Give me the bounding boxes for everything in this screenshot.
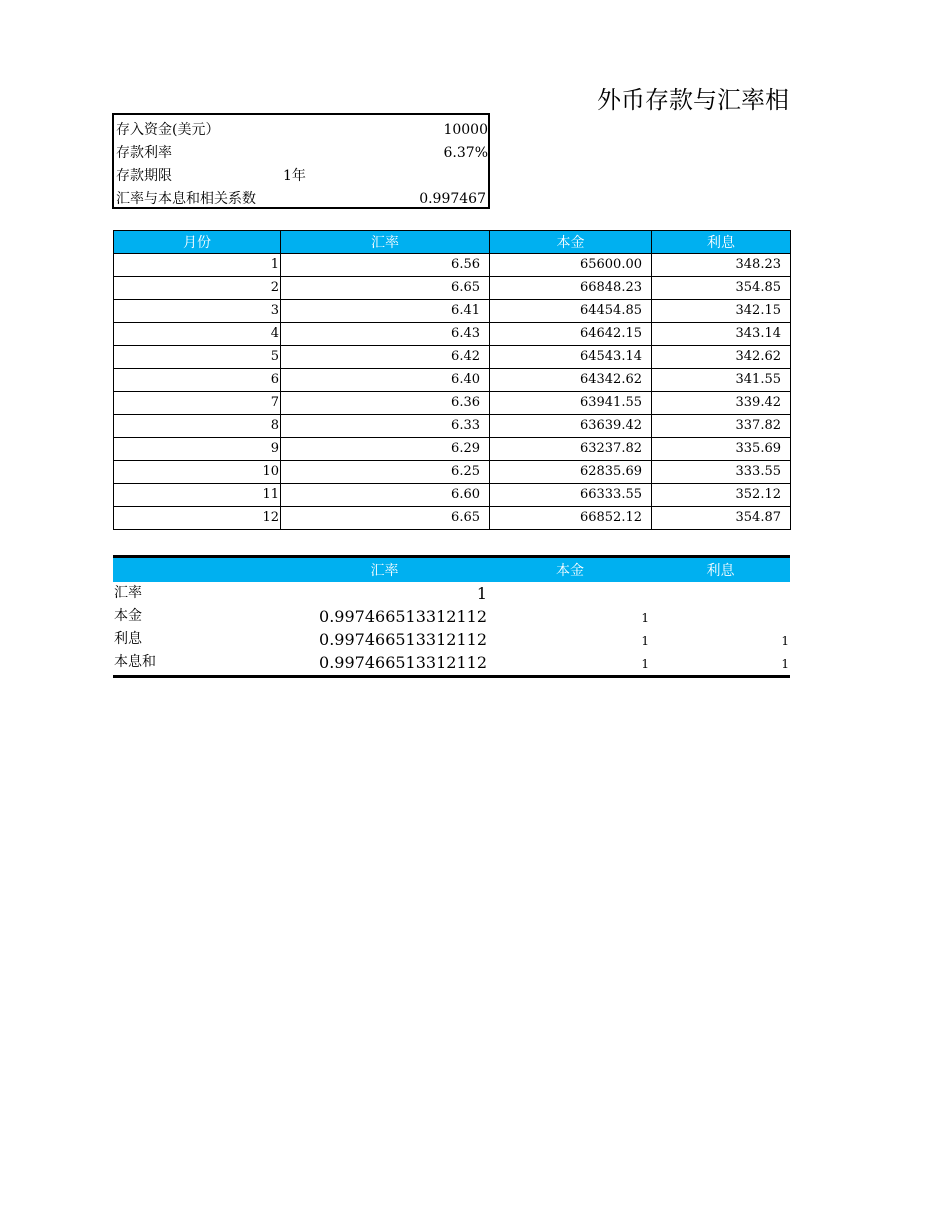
correlation-row-label: 汇率 <box>114 585 142 601</box>
rate-label: 存款利率 <box>116 145 172 161</box>
month-cell[interactable]: 6 <box>114 369 281 392</box>
correlation-value[interactable]: 0.997467 <box>419 191 486 207</box>
month-cell[interactable]: 7 <box>114 392 281 415</box>
corr-principal-cell[interactable]: 1 <box>641 611 649 625</box>
principal-cell[interactable]: 66333.55 <box>490 484 652 507</box>
principal-cell[interactable]: 64454.85 <box>490 300 652 323</box>
principal-cell[interactable]: 65600.00 <box>490 254 652 277</box>
interest-cell[interactable]: 335.69 <box>652 438 791 461</box>
term-label: 存款期限 <box>116 168 172 184</box>
correlation-row-label: 利息 <box>114 631 142 647</box>
interest-cell[interactable]: 337.82 <box>652 415 791 438</box>
exchange-rate-cell[interactable]: 6.29 <box>281 438 490 461</box>
interest-cell[interactable]: 339.42 <box>652 392 791 415</box>
table-row <box>114 507 791 530</box>
month-cell[interactable]: 1 <box>114 254 281 277</box>
exchange-rate-cell[interactable]: 6.60 <box>281 484 490 507</box>
corr-exchange-rate-cell[interactable]: 0.997466513312112 <box>319 630 487 649</box>
corr-header-interest: 利息 <box>706 563 735 579</box>
interest-cell[interactable]: 343.14 <box>652 323 791 346</box>
param-row-deposit <box>114 119 488 142</box>
deposit-label: 存入资金(美元） <box>116 122 220 138</box>
interest-cell[interactable]: 341.55 <box>652 369 791 392</box>
exchange-rate-cell[interactable]: 6.41 <box>281 300 490 323</box>
principal-cell[interactable]: 63941.55 <box>490 392 652 415</box>
principal-cell[interactable]: 62835.69 <box>490 461 652 484</box>
interest-cell[interactable]: 333.55 <box>652 461 791 484</box>
param-row-rate <box>114 142 488 165</box>
principal-cell[interactable]: 66848.23 <box>490 277 652 300</box>
interest-cell[interactable]: 354.85 <box>652 277 791 300</box>
correlation-matrix <box>113 555 790 678</box>
table-row <box>114 346 791 369</box>
corr-interest-cell[interactable]: 1 <box>781 657 789 671</box>
correlation-row <box>113 605 790 628</box>
month-cell[interactable]: 11 <box>114 484 281 507</box>
header-month: 月份 <box>114 231 281 254</box>
rate-value[interactable]: 6.37% <box>443 145 488 161</box>
table-row <box>114 484 791 507</box>
principal-cell[interactable]: 64543.14 <box>490 346 652 369</box>
interest-cell[interactable]: 342.15 <box>652 300 791 323</box>
table-row <box>114 392 791 415</box>
corr-exchange-rate-cell[interactable]: 0.997466513312112 <box>319 653 487 672</box>
exchange-rate-cell[interactable]: 6.43 <box>281 323 490 346</box>
table-row <box>114 323 791 346</box>
corr-exchange-rate-cell[interactable]: 0.997466513312112 <box>319 607 487 626</box>
monthly-header-row <box>114 231 791 254</box>
month-cell[interactable]: 9 <box>114 438 281 461</box>
table-row <box>114 415 791 438</box>
exchange-rate-cell[interactable]: 6.42 <box>281 346 490 369</box>
principal-cell[interactable]: 63237.82 <box>490 438 652 461</box>
exchange-rate-cell[interactable]: 6.65 <box>281 507 490 530</box>
month-cell[interactable]: 10 <box>114 461 281 484</box>
principal-cell[interactable]: 63639.42 <box>490 415 652 438</box>
term-value[interactable]: 1年 <box>283 168 306 184</box>
correlation-label: 汇率与本息和相关系数 <box>116 191 256 207</box>
corr-interest-cell[interactable]: 1 <box>781 634 789 648</box>
exchange-rate-cell[interactable]: 6.36 <box>281 392 490 415</box>
month-cell[interactable]: 12 <box>114 507 281 530</box>
exchange-rate-cell[interactable]: 6.65 <box>281 277 490 300</box>
sheet-title: 外币存款与汇率相 <box>597 86 789 114</box>
correlation-row <box>113 628 790 651</box>
month-cell[interactable]: 2 <box>114 277 281 300</box>
corr-header-exchange-rate: 汇率 <box>370 563 399 579</box>
principal-cell[interactable]: 66852.12 <box>490 507 652 530</box>
correlation-header-row <box>113 558 790 582</box>
interest-cell[interactable]: 354.87 <box>652 507 791 530</box>
correlation-row-label: 本息和 <box>114 654 156 670</box>
header-principal: 本金 <box>490 231 652 254</box>
month-cell[interactable]: 8 <box>114 415 281 438</box>
corr-header-principal: 本金 <box>556 563 584 579</box>
header-exchange-rate: 汇率 <box>281 231 490 254</box>
month-cell[interactable]: 3 <box>114 300 281 323</box>
table-row <box>114 300 791 323</box>
interest-cell[interactable]: 348.23 <box>652 254 791 277</box>
exchange-rate-cell[interactable]: 6.40 <box>281 369 490 392</box>
corr-exchange-rate-cell[interactable]: 1 <box>476 584 487 603</box>
exchange-rate-cell[interactable]: 6.33 <box>281 415 490 438</box>
principal-cell[interactable]: 64342.62 <box>490 369 652 392</box>
parameter-box <box>112 113 490 209</box>
exchange-rate-cell[interactable]: 6.25 <box>281 461 490 484</box>
param-row-correlation <box>114 188 488 211</box>
table-row <box>114 254 791 277</box>
table-row <box>114 461 791 484</box>
month-cell[interactable]: 4 <box>114 323 281 346</box>
principal-cell[interactable]: 64642.15 <box>490 323 652 346</box>
corr-principal-cell[interactable]: 1 <box>641 634 649 648</box>
corr-principal-cell[interactable]: 1 <box>641 657 649 671</box>
interest-cell[interactable]: 342.62 <box>652 346 791 369</box>
correlation-row <box>113 651 790 674</box>
month-cell[interactable]: 5 <box>114 346 281 369</box>
param-row-term <box>114 165 488 188</box>
header-interest: 利息 <box>652 231 791 254</box>
monthly-table <box>113 230 791 530</box>
correlation-row <box>113 582 790 605</box>
deposit-value[interactable]: 10000 <box>443 122 488 138</box>
table-row <box>114 369 791 392</box>
correlation-row-label: 本金 <box>114 608 142 624</box>
interest-cell[interactable]: 352.12 <box>652 484 791 507</box>
table-row <box>114 277 791 300</box>
table-row <box>114 438 791 461</box>
exchange-rate-cell[interactable]: 6.56 <box>281 254 490 277</box>
